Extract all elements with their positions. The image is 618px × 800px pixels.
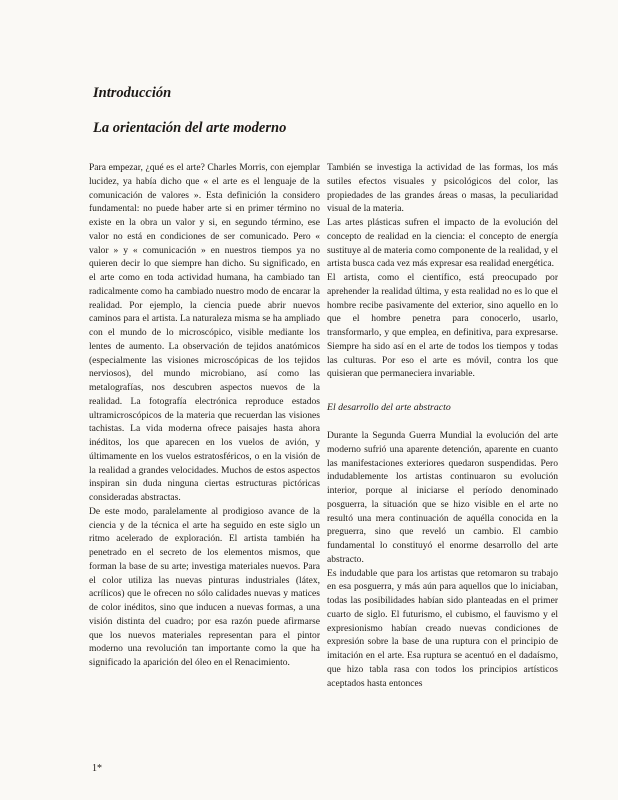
- section-subheading: El desarrollo del arte abstracto: [327, 402, 451, 413]
- body-paragraph: El artista, como el científico, está preocupado por aprehender la realidad última, y esta realidad no es lo que el hombre recibe pasivamente del exterior, sino aquello en lo que el hombre penetra para conocerlo, usarlo, transformarlo, y que emplea, en definitiva, para expresarse. Siempre ha sido así en el arte de todos los tiempos y todas las culturas. Por eso el arte es móvil, contra los que quisieran que permaneciera invariable.: [327, 272, 558, 380]
- chapter-title: Introducción: [93, 85, 172, 101]
- page-folio: 1*: [92, 763, 102, 774]
- chapter-headings: [93, 84, 553, 137]
- body-paragraph: Es indudable que para los artistas que retomaron su trabajo en esa posguerra, y más aún para aquellos que lo iniciaban, todas las posibilidades habían sido planteadas en el primer cuarto de siglo. El futurismo, el cubismo, el fauvismo y el expresionismo habían creado nuevas condiciones de expresión sobre la base de una ruptura con el principio de imitación en el arte. Esa ruptura se acentuó en el dadaísmo, que hizo tabla rasa con todos los principios artísticos aceptados hasta entonces: [327, 567, 558, 689]
- body-paragraph: También se investiga la actividad de las formas, los más sutiles efectos visuales y psicológicos del color, las propiedades de las grandes áreas o masas, la peculiaridad visual de la materia.: [327, 162, 558, 215]
- body-paragraph: Las artes plásticas sufren el impacto de la evolución del concepto de realidad en la ciencia: el concepto de energía sustituye al de materia como componente de la realidad, y el artista busca cada vez más expresar esa realidad energética.: [327, 217, 558, 270]
- right-text-column: [327, 161, 558, 690]
- chapter-subtitle: La orientación del arte moderno: [93, 120, 287, 136]
- body-paragraph: Durante la Segunda Guerra Mundial la evolución del arte moderno sufrió una aparente detención, aparente en cuanto las manifestaciones exteriores quedaron suspendidas. Pero indudablemente los artistas continuaron su evolución interior, porque al iniciarse el período denominado posguerra, la situación que se hizo visible en el arte no resultó una mera continuación de aquélla conocida en la preguerra, sino que reveló un cambio. El cambio fundamental lo constituyó el enorme desarrollo del arte abstracto.: [327, 430, 558, 565]
- left-text-column: [89, 161, 320, 670]
- body-paragraph: De este modo, paralelamente al prodigioso avance de la ciencia y de la técnica el arte ha seguido en este siglo un ritmo acelerado de exploración. El artista también ha penetrado en el secreto de los elementos mismos, que forman la base de su arte; investiga materiales nuevos. Para el color utiliza las nuevas pinturas industriales (látex, acrílicos) que le ofrecen no sólo calidades nuevas y matices de color inéditos, sino que inducen a nuevas formas, a una visión distinta del cuadro; por esa razón puede afirmarse que los nuevos materiales representan para el pintor moderno una revolución tan importante como la que ha significado la aparición del óleo en el Renacimiento.: [89, 505, 320, 668]
- body-paragraph: Para empezar, ¿qué es el arte? Charles Morris, con ejemplar lucidez, ya había dicho que « el arte es el lenguaje de la comunicación de valores ». Esta definición la considero fundamental: no puede haber arte si en primer término no existe en la obra un valor y si, en segundo término, ese valor no está en condiciones de ser comunicado. Pero « valor » y « comunicación » en nuestros tiempos ya no quieren decir lo que siempre han dicho. Su significado, en el arte como en toda actividad humana, ha cambiado tan radicalmente como ha cambiado nuestro modo de encarar la realidad. Por ejemplo, la ciencia puede abrir nuevos caminos para el artista. La naturaleza misma se ha ampliado con el mundo de lo microscópico, visible mediante los lentes de aumento. La observación de tejidos anatómicos (especialmente las visiones microscópicas de los tejidos nerviosos), del mundo microbiano, así como las metalografías, nos descubren aspectos nuevos de la realidad. La fotografía electrónica reproduce estados ultramicroscópicos de la materia que recuerdan las visiones tachistas. La vida moderna ofrece paisajes hasta ahora inéditos, los que aparecen en los vuelos de avión, y últimamente en los vuelos estratosféricos, o en la visión de la realidad a grandes velocidades. Muchos de estos aspectos inspiran sin duda ninguna ciertas estructuras pictóricas consideradas abstractas.: [89, 162, 320, 503]
